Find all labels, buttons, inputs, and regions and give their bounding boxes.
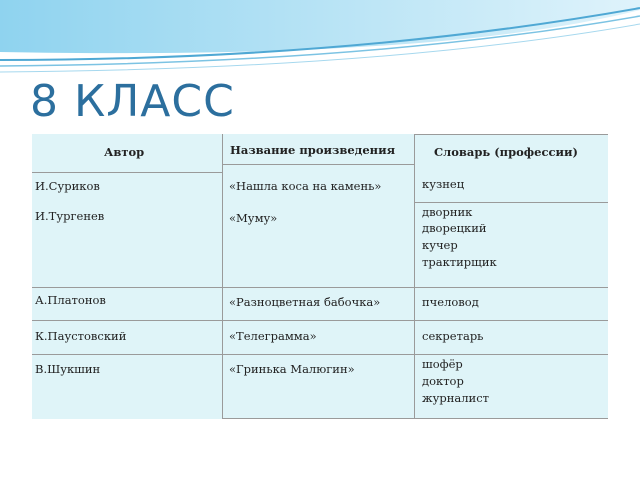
vocabulary-item: кузнец — [422, 177, 465, 191]
row-divider — [32, 354, 222, 355]
header-work: Название произведения — [230, 143, 396, 157]
row-divider — [32, 172, 222, 173]
professions-table — [32, 134, 608, 419]
author-cell: И.Суриков — [35, 179, 100, 193]
author-cell: А.Платонов — [35, 293, 106, 307]
vocabulary-item: секретарь — [422, 329, 484, 343]
row-divider — [32, 287, 222, 288]
work-cell: «Нашла коса на камень» — [229, 179, 382, 193]
vocabulary-item: дворник — [422, 205, 473, 219]
work-cell: «Гринька Малюгин» — [229, 362, 355, 376]
row-divider — [414, 134, 608, 135]
author-cell: В.Шукшин — [35, 362, 101, 376]
row-divider — [414, 287, 608, 288]
header-author: Автор — [104, 145, 145, 159]
row-divider — [222, 354, 414, 355]
row-divider — [414, 320, 608, 321]
work-cell: «Разноцветная бабочка» — [229, 295, 381, 309]
row-divider — [414, 202, 608, 203]
work-cell: «Муму» — [229, 211, 278, 225]
vocabulary-item: шофёр — [422, 357, 463, 371]
table-bottom-border — [222, 418, 608, 419]
vocabulary-item: пчеловод — [422, 295, 479, 309]
row-divider — [222, 320, 414, 321]
column-divider — [222, 134, 223, 419]
work-column-bg — [222, 163, 414, 419]
author-cell: К.Паустовский — [35, 329, 127, 343]
row-divider — [414, 354, 608, 355]
work-cell: «Телеграмма» — [229, 329, 317, 343]
vocabulary-item: трактирщик — [422, 255, 497, 269]
vocabulary-item: дворецкий — [422, 221, 487, 235]
author-column-bg — [32, 163, 222, 419]
vocabulary-item: журналист — [422, 391, 490, 405]
page-title: 8 КЛАСС — [30, 76, 235, 127]
header-vocabulary: Словарь (профессии) — [434, 145, 578, 159]
row-divider — [32, 320, 222, 321]
row-divider — [222, 164, 414, 165]
row-divider — [222, 287, 414, 288]
vocabulary-item: кучер — [422, 238, 458, 252]
column-divider — [414, 134, 415, 419]
author-cell: И.Тургенев — [35, 209, 105, 223]
vocabulary-item: доктор — [422, 374, 464, 388]
